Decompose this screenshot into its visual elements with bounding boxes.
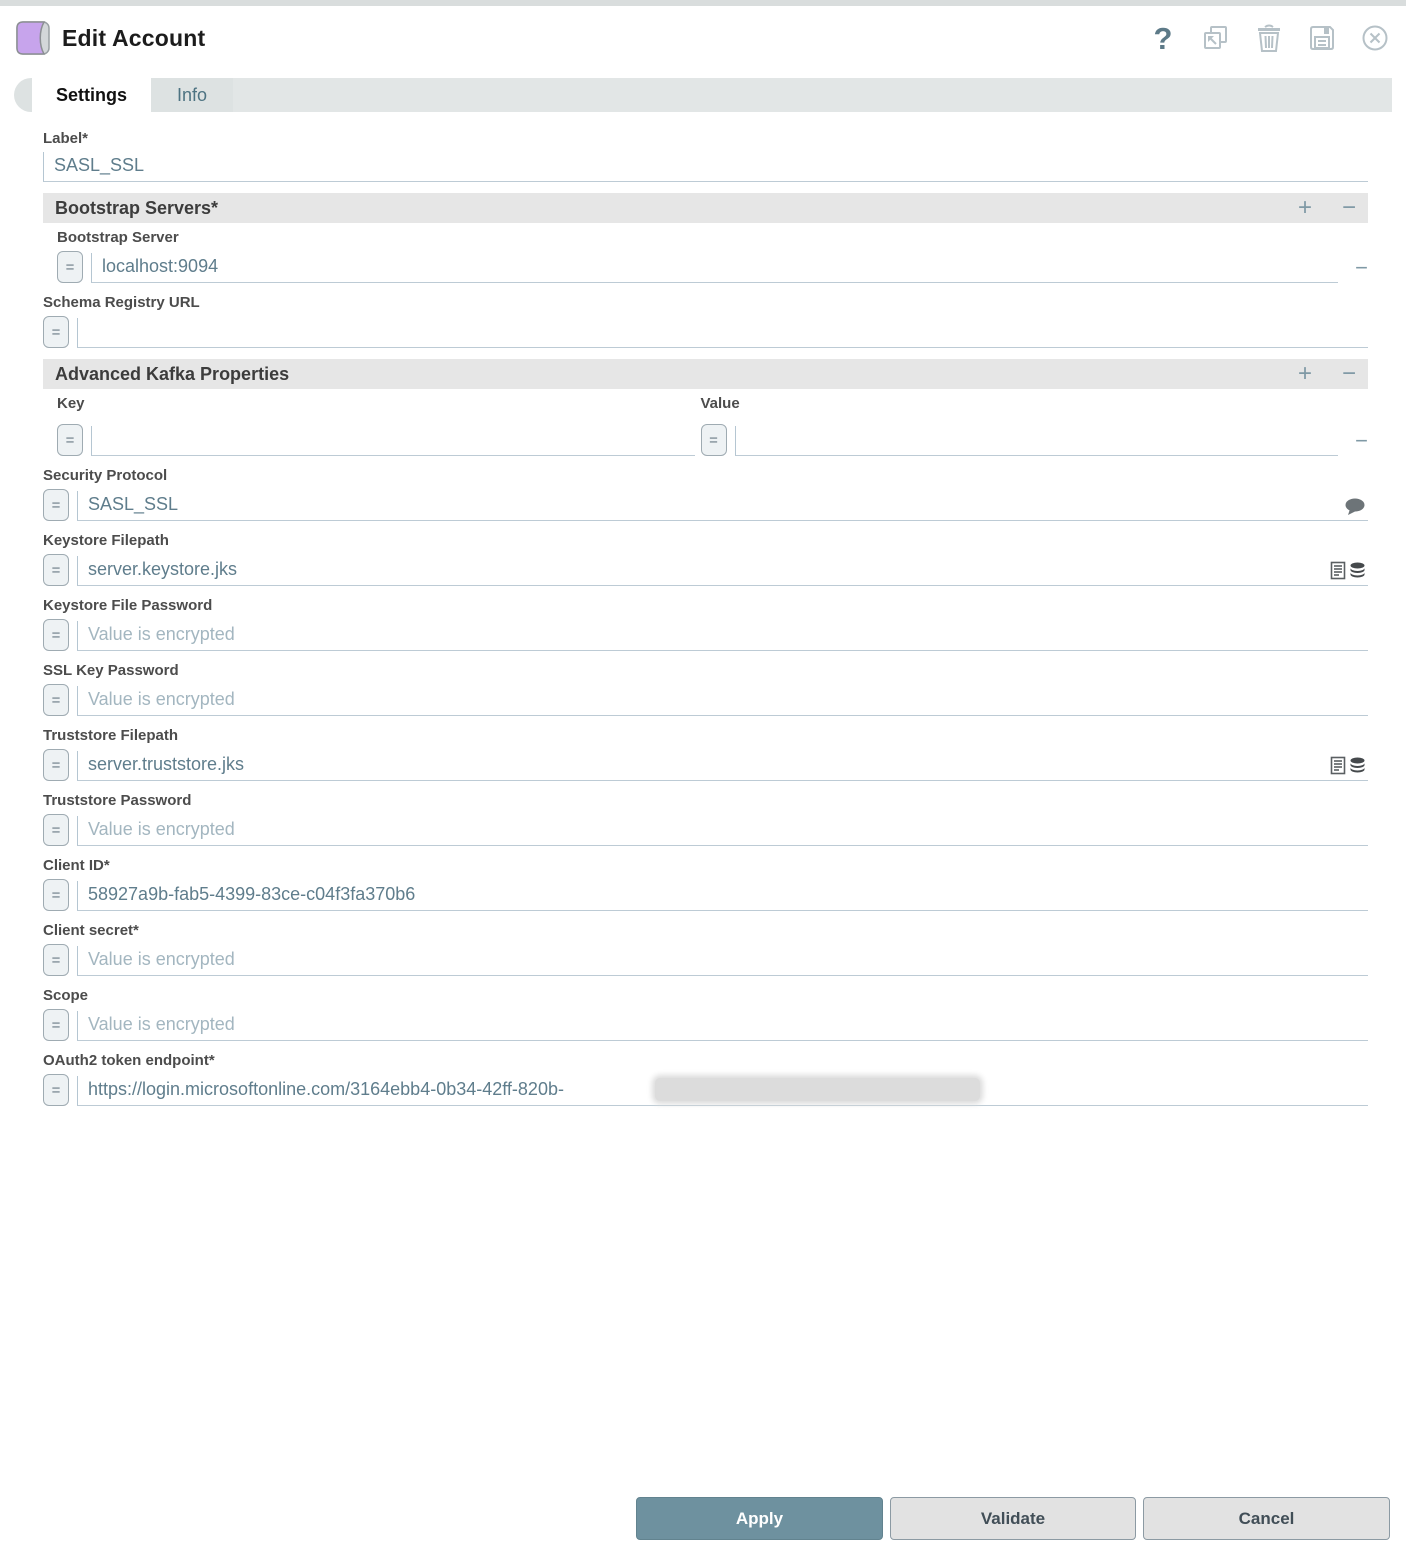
file-browse-icon[interactable]	[1330, 756, 1346, 775]
security-protocol-input[interactable]	[77, 491, 1368, 521]
field-keystore-filepath: Keystore Filepath = server.keystore.jks	[43, 532, 1368, 586]
tab-info[interactable]: Info	[177, 84, 208, 105]
expression-toggle-button[interactable]: =	[43, 684, 69, 716]
field-oauth2-token-endpoint: OAuth2 token endpoint* = https://login.microsoftonline.com/3164ebb4-0b34-42ff-820b-	[43, 1052, 1368, 1106]
field-kafka-value: Value =	[701, 395, 1339, 456]
expression-toggle-button[interactable]: =	[43, 619, 69, 651]
field-ssl-key-password: SSL Key Password = Value is encrypted	[43, 662, 1368, 716]
remove-row-icon[interactable]: −	[1341, 194, 1356, 221]
remove-row-icon[interactable]: −	[1341, 360, 1356, 387]
label-input[interactable]	[43, 152, 1368, 182]
truststore-filepath-input[interactable]	[77, 751, 1368, 781]
database-upload-icon[interactable]	[1349, 562, 1366, 580]
ssl-key-password-input[interactable]	[77, 686, 1368, 716]
scope-input[interactable]	[77, 1011, 1368, 1041]
field-scope: Scope = Value is encrypted	[43, 987, 1368, 1041]
tab-bar-filler	[233, 78, 1392, 112]
delete-server-row-icon[interactable]: −	[1355, 255, 1368, 280]
file-browse-icon[interactable]	[1330, 561, 1346, 580]
keystore-file-password-input[interactable]	[77, 621, 1368, 651]
dialog-footer	[636, 1497, 1390, 1540]
expression-toggle-button[interactable]: =	[57, 424, 83, 456]
field-label	[43, 130, 1368, 182]
expression-toggle-button[interactable]: =	[43, 749, 69, 781]
help-icon[interactable]: ?	[1153, 20, 1173, 56]
truststore-password-input[interactable]	[77, 816, 1368, 846]
advanced-kafka-key-value-row	[57, 395, 1368, 456]
expression-toggle-button[interactable]: =	[43, 1009, 69, 1041]
field-truststore-filepath: Truststore Filepath = server.truststore.jks	[43, 727, 1368, 781]
delete-property-row-icon[interactable]: −	[1355, 428, 1368, 453]
expression-toggle-button[interactable]: =	[57, 251, 83, 283]
suggest-bubble-icon[interactable]	[1344, 498, 1366, 515]
validate-button[interactable]: Validate	[890, 1497, 1136, 1540]
field-kafka-key: Key =	[57, 395, 695, 456]
bootstrap-server-input[interactable]	[91, 253, 1338, 283]
kafka-key-input[interactable]	[91, 426, 695, 456]
tab-settings[interactable]: Settings	[32, 78, 151, 112]
expression-toggle-button[interactable]: =	[43, 944, 69, 976]
field-client-id: Client ID* = 58927a9b-fab5-4399-83ce-c04f3fa370b6	[43, 857, 1368, 911]
section-bootstrap-servers: Bootstrap Servers* + −	[43, 193, 1368, 223]
settings-form	[0, 112, 1406, 1106]
delete-icon[interactable]	[1254, 23, 1284, 53]
schema-registry-url-input[interactable]	[77, 318, 1368, 348]
close-icon[interactable]	[1360, 23, 1390, 53]
expression-toggle-button[interactable]: =	[43, 879, 69, 911]
client-id-input[interactable]	[77, 881, 1368, 911]
apply-button[interactable]: Apply	[636, 1497, 883, 1540]
add-row-icon[interactable]: +	[1297, 194, 1312, 221]
section-advanced-kafka-properties: Advanced Kafka Properties + −	[43, 359, 1368, 389]
client-secret-input[interactable]	[77, 946, 1368, 976]
header-actions	[1148, 20, 1390, 56]
dialog-header	[0, 6, 1406, 70]
expression-toggle-button[interactable]: =	[43, 814, 69, 846]
field-bootstrap-server: Bootstrap Server = localhost:9094 −	[57, 229, 1368, 283]
save-icon[interactable]	[1307, 23, 1337, 53]
page-title: Edit Account	[62, 24, 206, 51]
field-keystore-file-password: Keystore File Password = Value is encrypted	[43, 597, 1368, 651]
add-row-icon[interactable]: +	[1297, 360, 1312, 387]
account-snap-icon	[14, 19, 52, 57]
expression-toggle-button[interactable]: =	[43, 1074, 69, 1106]
field-security-protocol: Security Protocol = SASL_SSL	[43, 467, 1368, 521]
kafka-value-input[interactable]	[735, 426, 1339, 456]
tab-bar	[14, 78, 1392, 112]
tab-bar-cap	[14, 78, 32, 112]
expression-toggle-button[interactable]: =	[43, 316, 69, 348]
cancel-button[interactable]: Cancel	[1143, 1497, 1390, 1540]
database-upload-icon[interactable]	[1349, 757, 1366, 775]
expression-toggle-button[interactable]: =	[43, 489, 69, 521]
field-truststore-password: Truststore Password = Value is encrypted	[43, 792, 1368, 846]
field-schema-registry-url: Schema Registry URL =	[43, 294, 1368, 348]
field-client-secret: Client secret* = Value is encrypted	[43, 922, 1368, 976]
export-icon[interactable]	[1201, 23, 1231, 53]
expression-toggle-button[interactable]: =	[701, 424, 727, 456]
label-field-caption: Label*	[43, 130, 89, 147]
keystore-filepath-input[interactable]	[77, 556, 1368, 586]
redacted-value-overlay	[655, 1078, 980, 1101]
expression-toggle-button[interactable]: =	[43, 554, 69, 586]
